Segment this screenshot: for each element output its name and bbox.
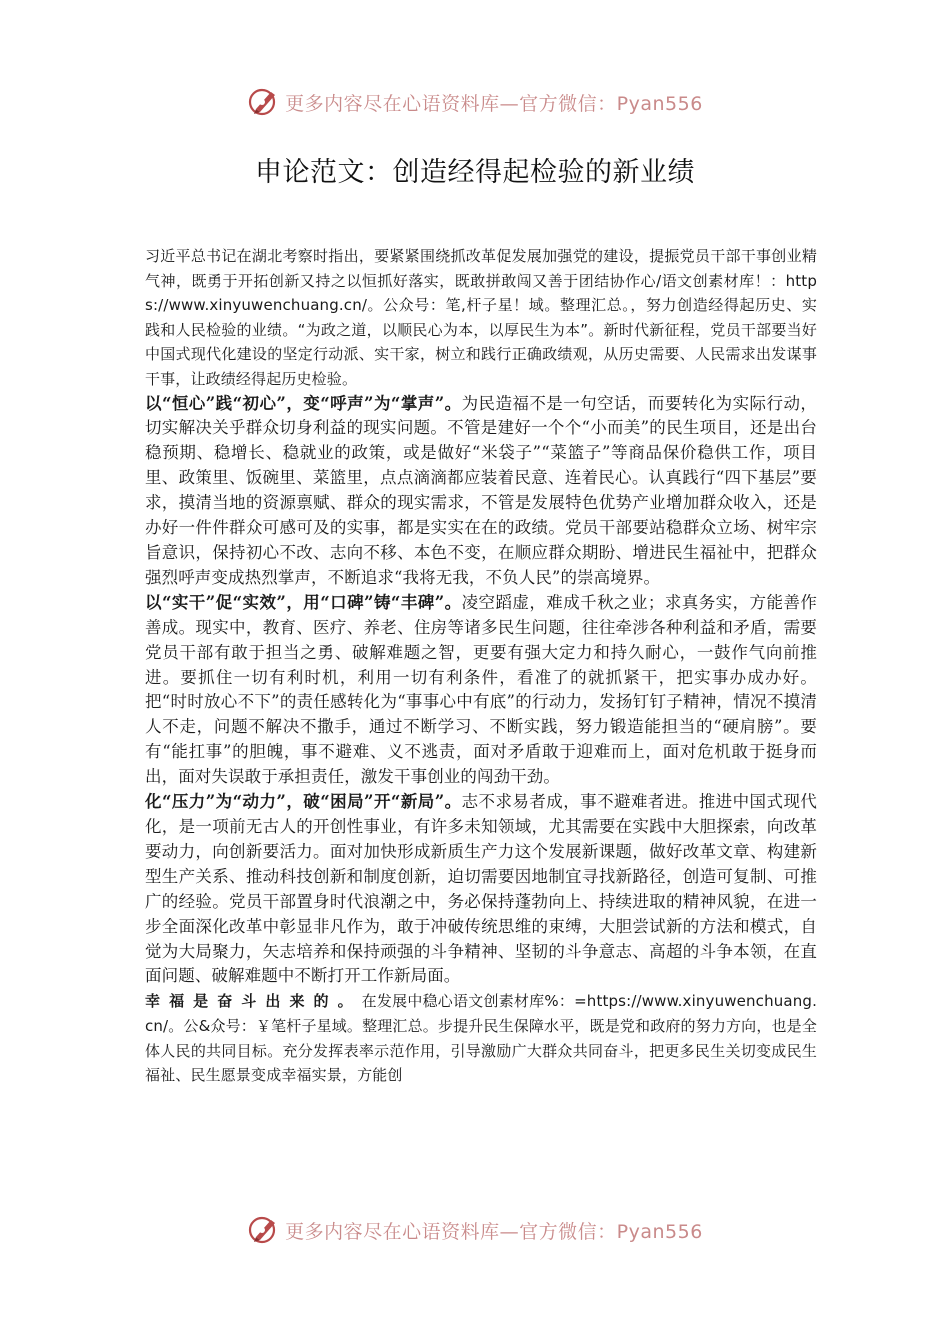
banner-text-cn: 更多内容尽在心语资料库—官方微信：: [285, 92, 617, 115]
banner-text: [285, 1217, 703, 1244]
paragraph-3: [145, 790, 817, 989]
paragraph-4: [145, 989, 817, 1087]
paragraph-3-body: 志不求易者成，事不避难者进。推进中国式现代化，是一项前无古人的开创性事业，有许多未知领域，尤其需要在实践中大胆探索，向改革要动力，向创新要活力。面对加快形成新质生产力这个发展新课题，做好改革文章、构建新型生产关系、推动科技创新和制度创新，迫切需要因地制宜寻找新路径，创造可复制、可推广的经验。党员干部置身时代浪潮之中，务必保持蓬勃向上、持续进取的精神风貌，在进一步全面深化改革中彰显非凡作为，敢于冲破传统思维的束缚，大胆尝试新的方法和模式，自觉为大局聚力，矢志培养和保持顽强的斗争精神、坚韧的斗争意志、高超的斗争本领，在直面问题、破解难题中不断打开工作新局面。: [145, 792, 817, 986]
banner-wechat-id: Pyan556: [616, 1220, 703, 1243]
paragraph-2-body: 凌空蹈虚，难成千秋之业；求真务实，方能善作善成。现实中，教育、医疗、养老、住房等诸多民生问题，往往牵涉各种利益和矛盾，需要党员干部有敢于担当之勇、破解难题之智，更要有强大定力和持久耐心，一鼓作气向前推进。要抓住一切有利时机，利用一切有利条件，看准了的就抓紧干，把实事办成办好。把“时时放心不下”的责任感转化为“事事心中有底”的行动力，发扬钉钉子精神，情况不摸清人不走，问题不解决不撒手，通过不断学习、不断实践，努力锻造能担当的“硬肩膀”。要有“能扛事”的胆魄，事不避难、义不逃责，面对矛盾敢于迎难而上，面对危机敢于挺身而出，面对失误敢于承担责任，激发干事创业的闯劲干劲。: [145, 592, 817, 787]
paragraph-1-lead: 以“恒心”践“初心”，变“呼声”为“掌声”。: [145, 393, 462, 413]
article-body: [145, 244, 817, 1088]
banner-text-cn: 更多内容尽在心语资料库—官方微信：: [285, 1220, 617, 1243]
page-title: 申论范文：创造经得起检验的新业绩: [255, 157, 695, 188]
paragraph-4-lead: 幸福是奋斗出来的。: [145, 992, 362, 1011]
paragraph-1: [145, 392, 817, 591]
paragraph-3-lead: 化“压力”为“动力”，破“困局”开“新局”。: [145, 792, 462, 812]
paragraph-2-lead: 以“实干”促“实效”，用“口碑”铸“丰碑”。: [145, 592, 462, 612]
banner-text: [285, 89, 703, 116]
paragraph-2: [145, 591, 817, 790]
paragraph-intro: 习近平总书记在湖北考察时指出，要紧紧围绕抓改革促发展加强党的建设，提振党员干部干事创业精气神，既勇于开拓创新又持之以恒抓好落实，既敢拼敢闯又善于团结协作心/语文创素材库！：https://www.xinyuwenchuang.cn/。公众号：笔,杆子星！域。整理汇总。，努力创造经得起历史、实践和人民检验的业绩。“为政之道，以顺民心为本，以厚民生为本”。新时代新征程，党员干部要当好中国式现代化建设的坚定行动派、实干家，树立和践行正确政绩观，从历史需要、人民需求出发谋事干事，让政绩经得起历史检验。: [145, 247, 817, 388]
banner-wechat-id: Pyan556: [616, 92, 703, 115]
paragraph-4-body: 在发展中稳心语文创素材库%：=https://www.xinyuwenchuang.cn/。公&众号：￥笔杆子星域。整理汇总。步提升民生保障水平，既是党和政府的努力方向，也是全体人民的共同目标。充分发挥表率示范作用，引导激励广大群众共同奋斗，把更多民生关切变成民生福祉、民生愿景变成幸福实景，方能创: [145, 992, 817, 1085]
footer-banner: [0, 1210, 950, 1250]
paragraph-1-body: 为民造福不是一句空话，而要转化为实际行动，切实解决关乎群众切身利益的现实问题。不管是建好一个个“小而美”的民生项目，还是出台稳预期、稳增长、稳就业的政策，或是做好“米袋子”“菜篮子”等商品保价稳供工作，项目里、政策里、饭碗里、菜篮里，点点滴滴都应装着民意、连着民心。认真践行“四下基层”要求，摸清当地的资源禀赋、群众的现实需求，不管是发展特色优势产业增加群众收入，还是办好一件件群众可感可及的实事，都是实实在在的政绩。党员干部要站稳群众立场、树牢宗旨意识，保持初心不改、志向不移、本色不变，在顺应群众期盼、增进民生福祉中，把群众强烈呼声变成热烈掌声，不断追求“我将无我，不负人民”的崇高境界。: [145, 393, 817, 587]
header-banner: [0, 82, 950, 122]
pen-logo-icon: [247, 85, 281, 119]
pen-logo-icon: [247, 1213, 281, 1247]
